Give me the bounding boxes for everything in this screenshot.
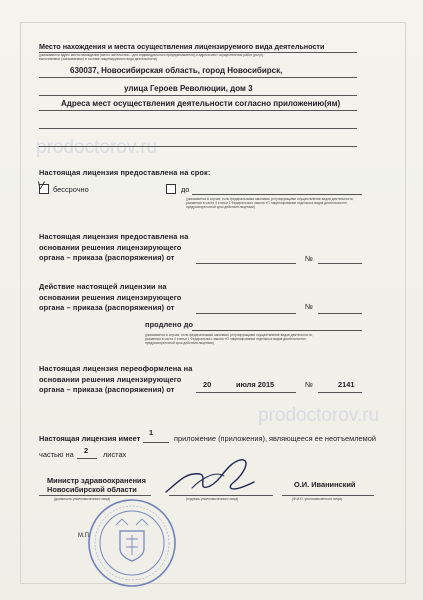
term-note: (указывается в случае, если федеральными законами, регулирующими осуществление видов деятельности, xyxy=(186,197,354,201)
extended-note: предусмотрен иной срок действия лицензии) xyxy=(145,341,215,345)
term-note: указанных в части 4 статьи 1 Федерального закона «О лицензировании отдельных видов деятельности», xyxy=(186,201,349,205)
extended-note: (указывается в случае, если федеральными законами, регулирующими осуществление видов деятельности, xyxy=(145,333,313,337)
handwritten-signature xyxy=(156,452,266,502)
signatory-name: О.И. Иванинский xyxy=(294,480,356,489)
address-line: улица Героев Революции, дом 3 xyxy=(124,84,253,93)
watermark: prodoctorov.ru xyxy=(258,405,380,426)
reissued-l3: органа – приказа (распоряжения) от xyxy=(39,385,175,394)
option-until: до xyxy=(181,185,190,194)
address-line: Адреса мест осуществления деятельности согласно приложению(ям) xyxy=(61,99,341,108)
extended-until: продлено до xyxy=(145,320,194,329)
term-label: Настоящая лицензия предоставлена на срок: xyxy=(39,168,211,177)
header-subtitle: выполняемых (оказываемых) в составе лицензируемого вида деятельности) xyxy=(39,57,157,61)
watermark: prodoctorov.ru xyxy=(36,137,158,158)
granted-l3: органа – приказа (распоряжения) от xyxy=(39,253,175,262)
extended-l3: органа – приказа (распоряжения) от xyxy=(39,303,175,312)
checkbox-until xyxy=(166,184,176,194)
term-note: предусмотрен иной срок действия лицензии) xyxy=(186,205,256,209)
reissued-number-sign: № xyxy=(305,380,313,389)
extended-l1: Действие настоящей лицензии на xyxy=(39,282,167,291)
option-unlimited: бессрочно xyxy=(53,185,89,194)
check-mark: V xyxy=(37,180,45,192)
reissued-month-year: июля 2015 xyxy=(236,380,275,389)
seal-place-label: М.П. xyxy=(78,533,91,539)
header-subtitle: (указываются адрес места нахождения (место жительства – для индивидуального предпринимателя) и адреса мест осуществления работ (услуг), xyxy=(39,53,265,57)
official-seal xyxy=(86,497,178,589)
reissued-l1: Настоящая лицензия переоформлена на xyxy=(39,364,193,373)
appendix-text-b: приложение (приложения), являющееся ее неотъемлемой xyxy=(174,434,376,443)
appendix-text-a: Настоящая лицензия имеет xyxy=(39,434,141,443)
address-line: 630037, Новосибирская область, город Новосибирск, xyxy=(70,66,283,75)
appendix-text-d: листах xyxy=(103,450,127,459)
granted-l1: Настоящая лицензия предоставлена на xyxy=(39,232,189,241)
position-caption: (должность уполномоченного лица) xyxy=(54,497,111,501)
granted-number-sign: № xyxy=(305,254,313,263)
extended-number-sign: № xyxy=(305,302,313,311)
header-title: Место нахождения и места осуществления лицензируемого вида деятельности xyxy=(39,42,325,51)
sign-caption: (подпись уполномоченного лица) xyxy=(186,497,239,501)
extended-note: указанных в части 4 статьи 1 Федерального закона «О лицензировании отдельных видов деятельности», xyxy=(145,337,308,341)
appendix-sheets: 2 xyxy=(84,446,89,455)
reissued-number: 2141 xyxy=(338,380,355,389)
appendix-text-c: частью на xyxy=(39,450,74,459)
position-l1: Министр здравоохранения xyxy=(47,476,146,485)
reissued-day: 20 xyxy=(203,380,212,389)
reissued-l2: основании решения лицензирующего xyxy=(39,374,182,384)
granted-l2: основании решения лицензирующего xyxy=(39,242,182,252)
extended-l2: основании решения лицензирующего xyxy=(39,292,182,302)
appendix-count: 1 xyxy=(149,428,154,437)
name-caption: (Ф.И.О. уполномоченного лица) xyxy=(292,497,342,501)
position-l2: Новосибирской области xyxy=(47,485,137,494)
